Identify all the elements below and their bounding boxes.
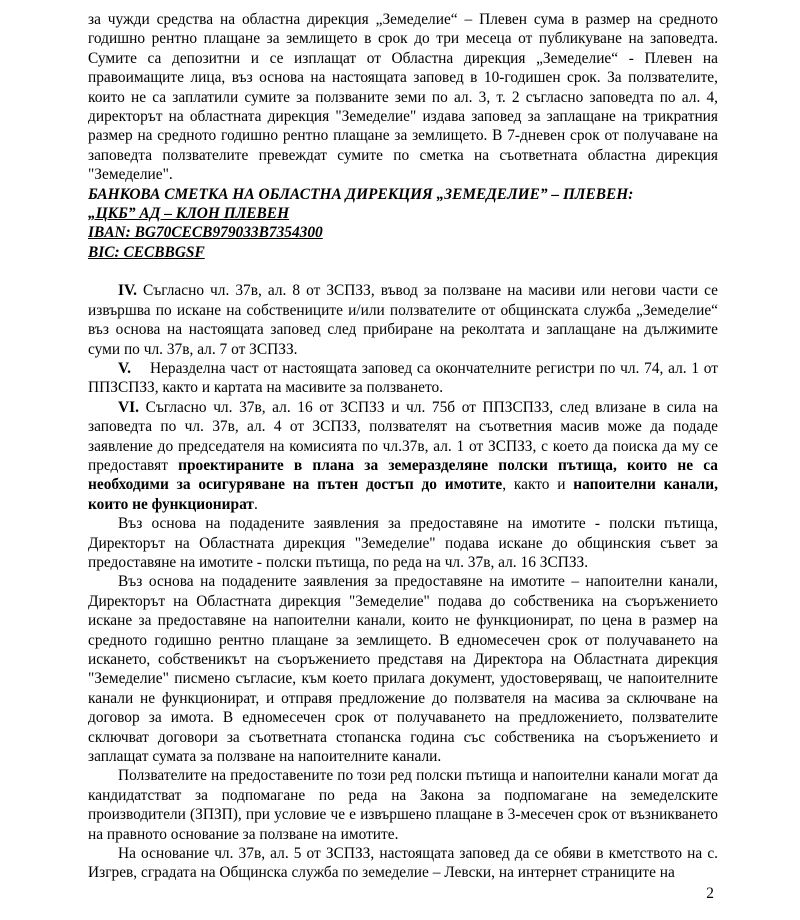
bank-account-block bbox=[88, 185, 718, 263]
paragraph-text: Съгласно чл. 37в, ал. 16 от ЗСПЗЗ и чл. 75б от ППЗСПЗЗ, след влизане в сила на заповедта по чл. 37в, ал. 4 от ЗСПЗЗ, ползвателят на съответния масив може да подаде заявление до председателя на комисията по чл.37в, ал. 1 от ЗСПЗЗ, с което да поиска да му се предоставят bbox=[88, 398, 718, 474]
bold-text: проектираните в плана за земеразделяне полски пътища, които не са необходими за осигуряване на пътен достъп до имотите bbox=[88, 456, 719, 494]
paragraph-v bbox=[88, 359, 718, 398]
paragraph-text: , както и bbox=[502, 476, 574, 494]
paragraph-roads: Въз основа на подадените заявления за предоставяне на имотите - полски пътища, Директорът на Областната дирекция "Земеделие" подава искане до общинския съвет за предоставяне на имотите - полски пътища, по реда на чл. 37в, ал. 16 ЗСПЗЗ. bbox=[88, 515, 718, 571]
paragraph-text: Съгласно чл. 37в, ал. 8 от ЗСПЗЗ, въвод за ползване на масиви или негови части се извършва по искане на собствениците и/или ползвателите от общинската служба „Земеделие“ въз основа на настоящата заповед след прибиране на реколтата и заплащане на дължимите суми по чл. 37в, ал. 7 от ЗСПЗЗ. bbox=[88, 282, 718, 358]
bank-account-heading: БАНКОВА СМЕТКА НА ОБЛАСТНА ДИРЕКЦИЯ „ЗЕМЕДЕЛИЕ” – ПЛЕВЕН: bbox=[88, 185, 634, 203]
section-number: VI. bbox=[118, 398, 139, 416]
spacer bbox=[88, 262, 718, 281]
bank-bic: BIC: CECBBGSF bbox=[88, 243, 205, 261]
section-number: IV. bbox=[118, 282, 137, 300]
paragraph-subsidy: Ползвателите на предоставените по този ред полски пътища и напоителни канали могат да кандидатстват за подпомагане по реда на Закона за подпомагане на земеделските производители (ЗПЗП), при условие че е извършено плащане в 3-месечен срок от възникването на правното основание за ползване на имотите. bbox=[88, 767, 718, 843]
bank-name: „ЦКБ” АД – КЛОН ПЛЕВЕН bbox=[88, 205, 290, 223]
bank-iban: IBAN: BG70CECB979033B7354300 bbox=[88, 224, 323, 242]
bold-text: напоителни канали, които не функционират bbox=[88, 476, 718, 513]
paragraph-continuation: за чужди средства на областна дирекция „Земеделие“ – Плевен сума в размер на средното годишно рентно плащане за землището в срок до три месеца от публикуване на заповедта. Сумите са депозитни и се изплащат от Областна дирекция „Земеделие“ - Плевен на правоимащите лица, въз основа на настоящата заповед в 10-годишен срок. За ползвателите, които не са заплатили сумите за ползваните земи по ал. 3, т. 2 съгласно заповедта по ал. 4, директорът на областната дирекция "Земеделие" издава заповед за заплащане на трикратния размер на средното годишно рентно плащане за землището. В 7-дневен срок от получаване на заповедта ползвателите превеждат сумите по сметка на съответната областна дирекция "Земеделие". bbox=[88, 11, 718, 184]
page-number: 2 bbox=[706, 885, 714, 902]
paragraph-vi bbox=[88, 398, 718, 514]
paragraph-canals: Въз основа на подадените заявления за предоставяне на имотите – напоителни канали, Директорът на Областната дирекция "Земеделие" подава до собственика на съоръжението искане за предоставяне на напоителни канали, които не функционират, по цена в размер на средното годишно рентно плащане за землището. В едномесечен срок от получаването на искането, собственикът на съоръжението представя на Директора на Областната дирекция "Земеделие" писмено съгласие, към което прилага документ, удостоверяващ, че напоителните канали не функционират, и отправя предложение до ползвателя на масива за сключване на договор за имота. В едномесечен срок от получаването на предложението, ползвателите сключват договори за съответната стопанска година със собственика на съоръжението и заплащат сумата за ползване на напоителните канали. bbox=[88, 573, 718, 766]
section-number: V. bbox=[118, 359, 131, 377]
paragraph-text: Неразделна част от настоящата заповед са окончателните регистри по чл. 74, ал. 1 от ППЗСПЗЗ, както и картата на масивите за ползването. bbox=[88, 359, 719, 397]
paragraph-text: . bbox=[253, 495, 258, 513]
paragraph-iv bbox=[88, 281, 718, 359]
paragraph-announcement: На основание чл. 37в, ал. 5 от ЗСПЗЗ, настоящата заповед да се обяви в кметството на с. Изгрев, сградата на Общинска служба по земеделие – Левски, на интернет страниците на bbox=[88, 845, 718, 882]
